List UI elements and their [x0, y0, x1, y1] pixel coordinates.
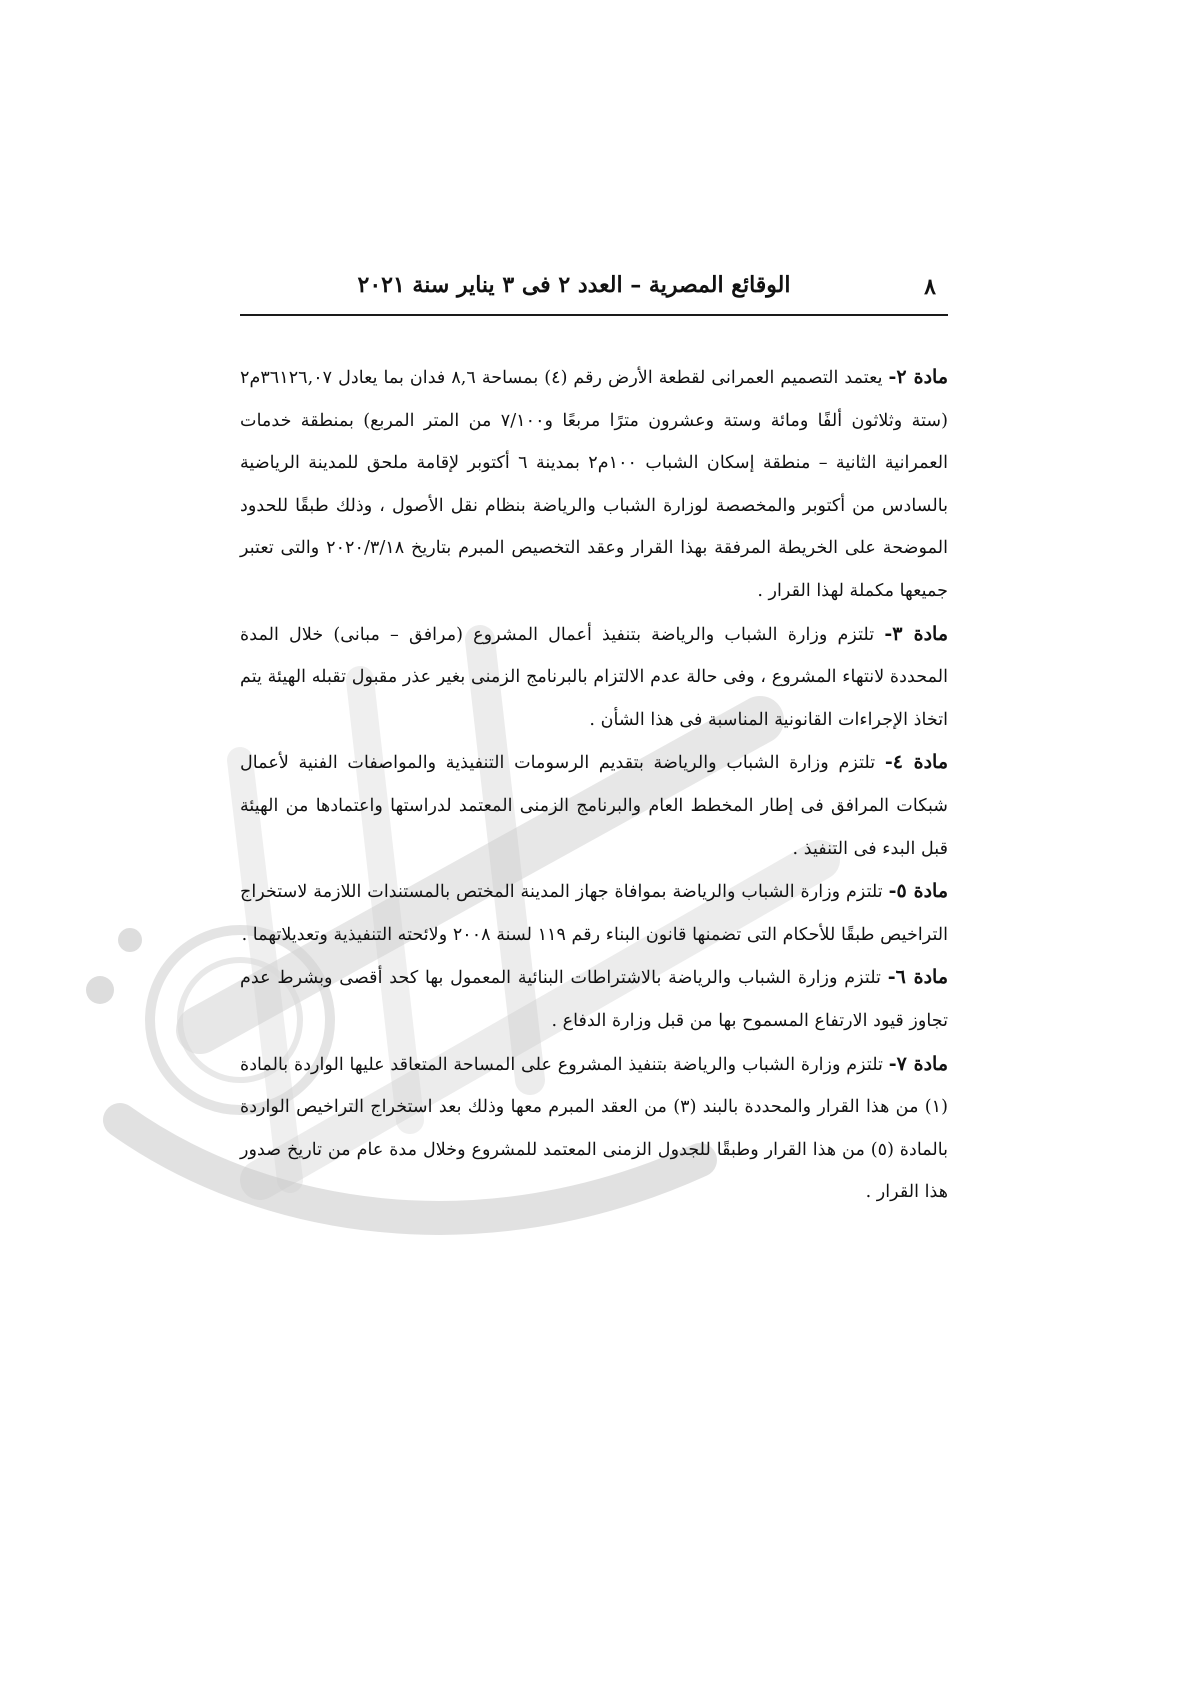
article-label: مادة ٤- — [884, 751, 949, 774]
page-header — [240, 268, 948, 316]
article-text: تلتزم وزارة الشباب والرياضة بتنفيذ أعمال المشروع (مرافق – مبانى) خلال المدة المحددة لانتهاء المشروع ، وفى حالة عدم الالتزام بالبرنامج الزمنى بغير عذر مقبول تقبله الهيئة يتم اتخاذ الإجراءات القانونية المناسبة فى هذا الشأن . — [240, 624, 948, 730]
article-text: تلتزم وزارة الشباب والرياضة بالاشتراطات البنائية المعمول بها كحد أقصى وبشرط عدم تجاوز قيود الارتفاع المسموح بها من قبل وزارة الدفاع . — [240, 968, 948, 1031]
decree-body — [240, 356, 948, 1214]
article-label: مادة ٧- — [888, 1052, 948, 1075]
article-3 — [240, 613, 948, 742]
article-label: مادة ٣- — [884, 622, 948, 645]
gazette-title: الوقائع المصرية – العدد ٢ فى ٣ يناير سنة ٢٠٢١ — [357, 272, 791, 298]
article-text: تلتزم وزارة الشباب والرياضة بتقديم الرسومات التنفيذية والمواصفات الفنية لأعمال شبكات المرافق فى إطار المخطط العام والبرنامج الزمنى المعتمد لدراستها واعتمادها من الهيئة قبل البدء فى التنفيذ . — [240, 753, 948, 859]
article-text: يعتمد التصميم العمرانى لقطعة الأرض رقم (٤) بمساحة ٨,٦ فدان بما يعادل ٣٦١٢٦,٠٧م٢ (ستة وثلاثون ألفًا ومائة وستة وعشرون مترًا مربعًا و٧/١٠٠ من المتر المربع) بمنطقة خدمات العمرانية الثانية – منطقة إسكان الشباب ١٠٠م٢ بمدينة ٦ أكتوبر لإقامة ملحق للمدينة الرياضية بالسادس من أكتوبر والمخصصة لوزارة الشباب والرياضة بنظام نقل الأصول ، وذلك طبقًا للحدود الموضحة على الخريطة المرفقة بهذا القرار وعقد التخصيص المبرم بتاريخ ٢٠٢٠/٣/١٨ والتى تعتبر جميعها مكملة لهذا القرار . — [240, 368, 948, 601]
page-number: ٨ — [924, 274, 936, 300]
article-4 — [240, 741, 948, 870]
article-label: مادة ٥- — [888, 880, 948, 903]
article-text: تلتزم وزارة الشباب والرياضة بتنفيذ المشروع على المساحة المتعاقد عليها الواردة بالمادة (١) من هذا القرار والمحددة بالبند (٣) من العقد المبرم معها وذلك بعد استخراج التراخيص الواردة بالمادة (٥) من هذا القرار وطبقًا للجدول الزمنى المعتمد للمشروع وخلال مدة عام من تاريخ صدور هذا القرار . — [240, 1054, 948, 1203]
article-label: مادة ٦- — [887, 966, 949, 989]
article-6 — [240, 956, 948, 1042]
article-5 — [240, 870, 948, 956]
article-label: مادة ٢- — [888, 366, 949, 388]
article-2 — [240, 356, 948, 613]
article-text: تلتزم وزارة الشباب والرياضة بموافاة جهاز المدينة المختص بالمستندات اللازمة لاستخراج التراخيص طبقًا للأحكام التى تضمنها قانون البناء رقم ١١٩ لسنة ٢٠٠٨ ولائحته التنفيذية وتعديلاتهما . — [240, 882, 948, 945]
article-7 — [240, 1043, 948, 1214]
